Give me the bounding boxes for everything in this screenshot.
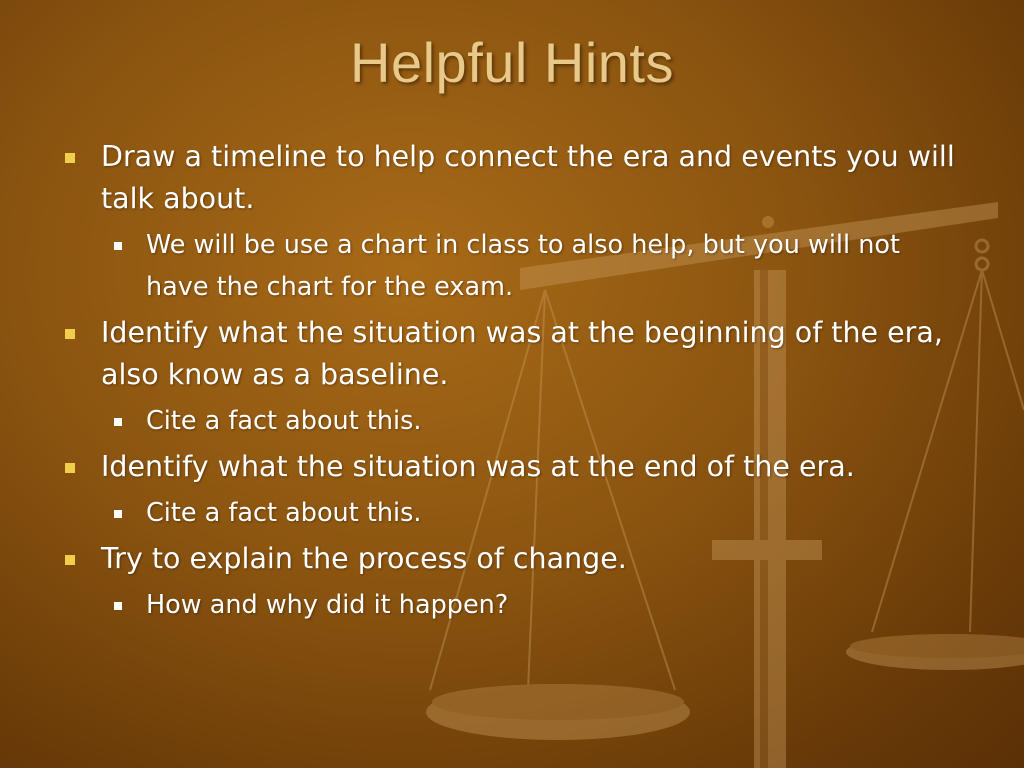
slide-title: Helpful Hints (350, 31, 674, 94)
bullet-text: Draw a timeline to help connect the era and events you will talk about. (101, 140, 955, 215)
bullet-text: Try to explain the process of change. (101, 542, 627, 575)
bullet-text: Identify what the situation was at the beginning of the era, also know as a baseline. (101, 316, 943, 391)
sub-bullet-item (60, 584, 960, 626)
square-bullet-icon (65, 329, 75, 339)
sub-bullet-item (60, 400, 960, 442)
bullet-list (60, 136, 960, 630)
square-bullet-icon (65, 463, 75, 473)
bullet-item (60, 136, 960, 220)
bullet-item (60, 538, 960, 580)
square-bullet-icon (114, 510, 122, 518)
square-bullet-icon (65, 153, 75, 163)
square-bullet-icon (114, 418, 122, 426)
sub-bullet-item (60, 224, 960, 308)
bullet-text: Identify what the situation was at the end of the era. (101, 450, 855, 483)
bullet-item (60, 312, 960, 396)
square-bullet-icon (114, 242, 122, 250)
square-bullet-icon (65, 555, 75, 565)
sub-bullet-item (60, 492, 960, 534)
sub-bullet-text: Cite a fact about this. (146, 498, 422, 528)
square-bullet-icon (114, 602, 122, 610)
bullet-item (60, 446, 960, 488)
sub-bullet-text: How and why did it happen? (146, 590, 509, 620)
sub-bullet-text: We will be use a chart in class to also help, but you will not have the chart for the exam. (146, 230, 900, 302)
sub-bullet-text: Cite a fact about this. (146, 406, 422, 436)
